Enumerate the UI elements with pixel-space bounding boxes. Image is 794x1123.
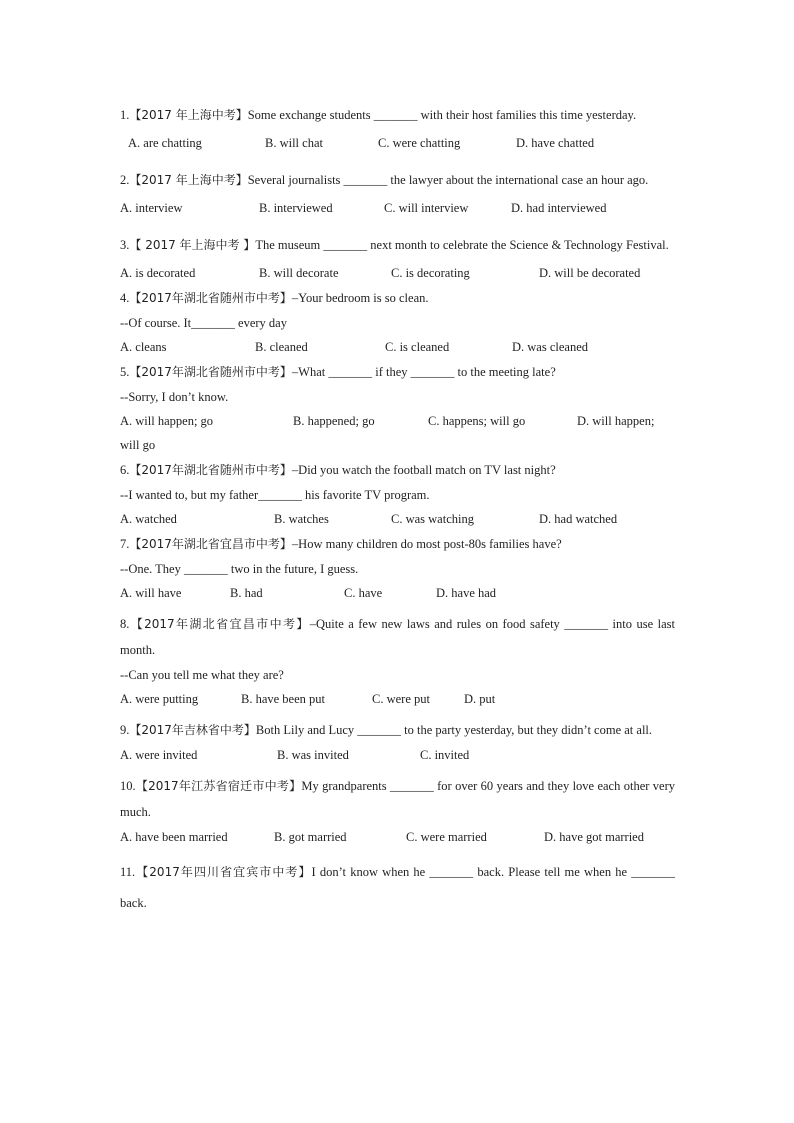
question-options (120, 414, 675, 429)
option-b: B. will chat (265, 136, 323, 150)
option-d: D. was cleaned (512, 340, 589, 354)
question-stem: 10.【2017年江苏省宿迁市中考】My grandparents _______ for over 60 years and they love each other very much. (120, 779, 675, 819)
option-c: C. is decorating (391, 266, 470, 280)
question-options (120, 830, 675, 845)
option-c: C. were married (406, 830, 487, 844)
question-stem: 4.【2017年湖北省随州市中考】–Your bedroom is so clean. (120, 291, 429, 305)
option-c: C. invited (420, 748, 470, 762)
question-options (120, 692, 675, 707)
option-c: C. were put (372, 692, 430, 706)
question-1 (120, 100, 675, 151)
question-stem: 9.【2017年吉林省中考】Both Lily and Lucy _______ to the party yesterday, but they didn’t come at all. (120, 723, 653, 737)
option-a: A. are chatting (128, 136, 202, 150)
dialogue-reply: --I wanted to, but my father_______ his favorite TV program. (120, 488, 430, 502)
question-options (120, 201, 675, 216)
option-a: A. were invited (120, 748, 198, 762)
question-options (120, 136, 675, 151)
question-8 (120, 611, 675, 707)
question-stem: 8.【2017年湖北省宜昌市中考】–Quite a few new laws and rules on food safety _______ into use last month. (120, 617, 675, 657)
option-b: B. got married (274, 830, 347, 844)
option-a: A. were putting (120, 692, 199, 706)
option-a: A. will have (120, 586, 182, 600)
question-stem: 5.【2017年湖北省随州市中考】–What _______ if they _______ to the meeting late? (120, 365, 556, 379)
option-a: A. is decorated (120, 266, 196, 280)
question-options (120, 748, 675, 763)
option-d: D. had watched (539, 512, 618, 526)
option-b: B. cleaned (255, 340, 308, 354)
question-2 (120, 165, 675, 216)
dialogue-reply: --Can you tell me what they are? (120, 668, 284, 682)
question-stem: 6.【2017年湖北省随州市中考】–Did you watch the football match on TV last night? (120, 463, 556, 477)
option-a: A. interview (120, 201, 183, 215)
dialogue-reply: --One. They _______ two in the future, I guess. (120, 562, 359, 576)
option-b: B. was invited (277, 748, 349, 762)
question-stem: 1.【2017 年上海中考】Some exchange students _______ with their host families this time yesterday. (120, 108, 637, 122)
option-d: D. will be decorated (539, 266, 641, 280)
question-3 (120, 230, 675, 281)
option-b: B. happened; go (293, 414, 375, 428)
option-a: A. watched (120, 512, 177, 526)
option-c: C. is cleaned (385, 340, 450, 354)
option-d: D. will happen; (577, 414, 655, 428)
question-stem: 7.【2017年湖北省宜昌市中考】–How many children do most post-80s families have? (120, 537, 562, 551)
question-options (120, 340, 675, 355)
document-page (120, 100, 675, 919)
question-4 (120, 291, 675, 355)
option-c: C. were chatting (378, 136, 461, 150)
option-d: D. had interviewed (511, 201, 607, 215)
option-a: A. cleans (120, 340, 167, 354)
option-b: B. had (230, 586, 263, 600)
option-b: B. have been put (241, 692, 326, 706)
option-a: A. have been married (120, 830, 228, 844)
option-b: B. will decorate (259, 266, 339, 280)
option-d: D. put (464, 692, 496, 706)
option-continuation: will go (120, 438, 156, 452)
option-a: A. will happen; go (120, 414, 214, 428)
option-b: B. watches (274, 512, 329, 526)
question-stem: 3.【 2017 年上海中考 】The museum _______ next month to celebrate the Science & Technology Festival. (120, 238, 669, 252)
question-6 (120, 463, 675, 527)
question-options (120, 266, 675, 281)
question-options (120, 586, 675, 601)
dialogue-reply: --Of course. It_______ every day (120, 316, 287, 330)
question-5 (120, 365, 675, 453)
question-options (120, 512, 675, 527)
option-d: D. have chatted (516, 136, 595, 150)
dialogue-reply: --Sorry, I don’t know. (120, 390, 229, 404)
option-c: C. have (344, 586, 383, 600)
option-c: C. happens; will go (428, 414, 526, 428)
question-7 (120, 537, 675, 601)
option-b: B. interviewed (259, 201, 333, 215)
question-stem: 11.【2017年四川省宜宾市中考】I don’t know when he _______ back. Please tell me when he _______ back. (120, 865, 675, 910)
question-9 (120, 717, 675, 763)
question-stem: 2.【2017 年上海中考】Several journalists _______ the lawyer about the international case an hour ago. (120, 173, 649, 187)
option-d: D. have got married (544, 830, 644, 844)
question-10 (120, 773, 675, 845)
question-11 (120, 857, 675, 919)
option-c: C. was watching (391, 512, 474, 526)
option-c: C. will interview (384, 201, 469, 215)
option-d: D. have had (436, 586, 497, 600)
